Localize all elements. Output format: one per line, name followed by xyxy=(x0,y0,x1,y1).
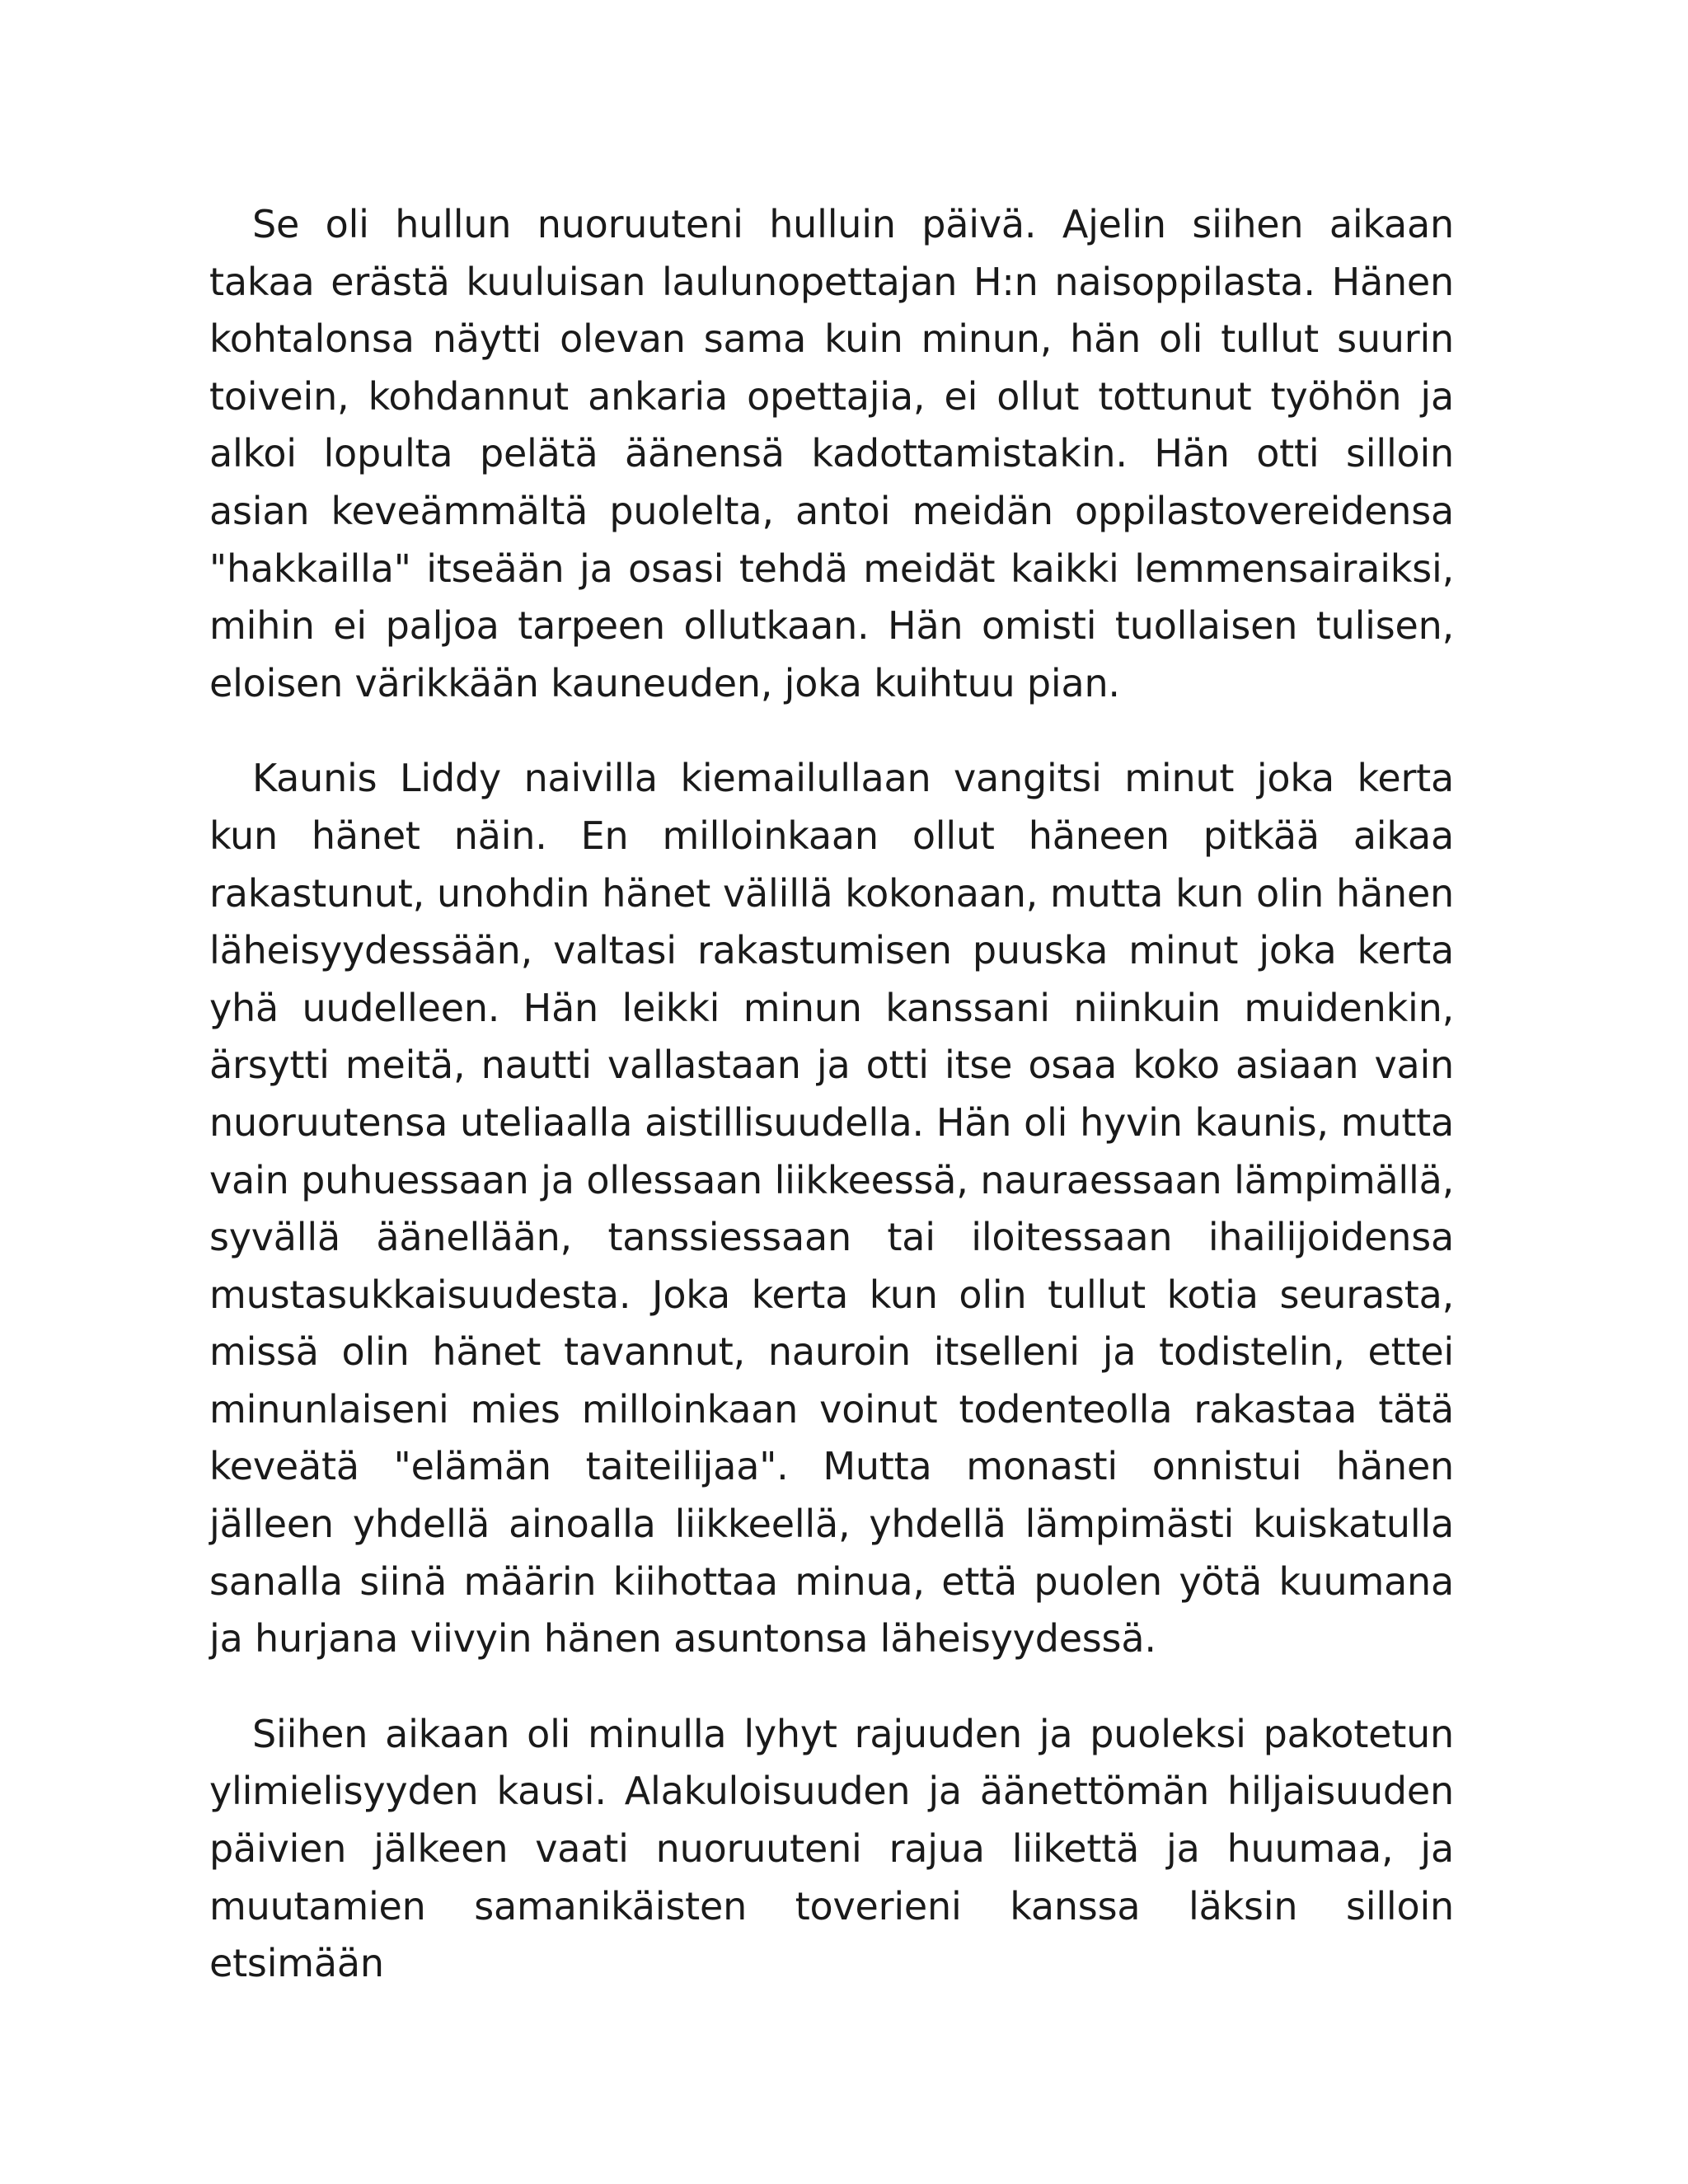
paragraph-3: Siihen aikaan oli minulla lyhyt rajuuden ja puoleksi pakotetun ylimielisyyden kausi. Alakuloisuuden ja äänettömän hiljaisuuden päivien jälkeen vaati nuoruuteni rajua liikettä ja huumaa, ja muutamien samanikäisten toverieni kanssa läksin silloin etsimään xyxy=(209,1711,1454,1986)
paragraph-1: Se oli hullun nuoruuteni hulluin päivä. Ajelin siihen aikaan takaa erästä kuuluisan laulunopettajan H:n naisoppilasta. Hänen kohtalonsa näytti olevan sama kuin minun, hän oli tullut suurin toivein, kohdannut ankaria opettajia, ei ollut tottunut työhön ja alkoi lopulta pelätä äänensä kadottamistakin. Hän otti silloin asian keveämmältä puolelta, antoi meidän oppilastovereidensa "hakkailla" itseään ja osasi tehdä meidät kaikki lemmensairaiksi, mihin ei paljoa tarpeen ollutkaan. Hän omisti tuollaisen tulisen, eloisen värikkään kauneuden, joka kuihtuu pian. xyxy=(209,202,1454,705)
body-text xyxy=(209,196,1454,1993)
paragraph-2: Kaunis Liddy naivilla kiemailullaan vangitsi minut joka kerta kun hänet näin. En milloinkaan ollut häneen pitkää aikaa rakastunut, unohdin hänet välillä kokonaan, mutta kun olin hänen läheisyydessään, valtasi rakastumisen puuska minut joka kerta yhä uudelleen. Hän leikki minun kanssani niinkuin muidenkin, ärsytti meitä, nautti vallastaan ja otti itse osaa koko asiaan vain nuoruutensa uteliaalla aistillisuudella. Hän oli hyvin kaunis, mutta vain puhuessaan ja ollessaan liikkeessä, nauraessaan lämpimällä, syvällä äänellään, tanssiessaan tai iloitessaan ihailijoidensa mustasukkaisuudesta. Joka kerta kun olin tullut kotia seurasta, missä olin hänet tavannut, nauroin itselleni ja todistelin, ettei minunlaiseni mies milloinkaan voinut todenteolla rakastaa tätä keveätä "elämän taiteilijaa". Mutta monasti onnistui hänen jälleen yhdellä ainoalla liikkeellä, yhdellä lämpimästi kuiskatulla sanalla siinä määrin kiihottaa minua, että puolen yötä kuumana ja hurjana viivyin hänen asuntonsa läheisyydessä. xyxy=(209,756,1454,1661)
